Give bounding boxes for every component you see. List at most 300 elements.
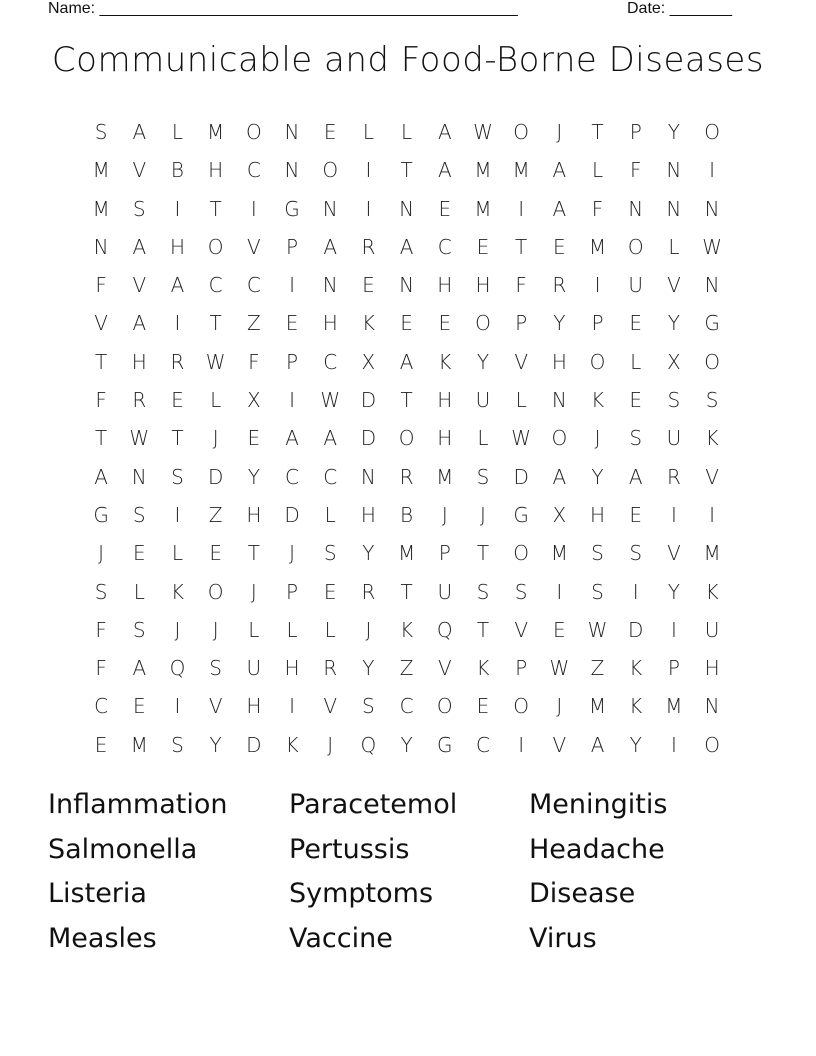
grid-letter: E <box>285 311 299 336</box>
grid-letter: C <box>399 694 414 719</box>
grid-letter: B <box>400 502 414 527</box>
grid-letter: E <box>362 273 375 298</box>
grid-letter: E <box>247 426 261 451</box>
grid-letter: O <box>513 541 530 566</box>
grid-letter: C <box>323 349 338 374</box>
grid-letter: N <box>399 273 415 298</box>
grid-letter: E <box>94 732 108 757</box>
grid-letter: A <box>285 426 299 451</box>
grid-letter: N <box>284 158 300 183</box>
grid-letter: L <box>362 120 374 144</box>
grid-letter: G <box>437 732 453 757</box>
grid-letter: V <box>667 541 681 566</box>
grid-letter: H <box>437 388 453 413</box>
grid-letter: D <box>284 502 300 527</box>
grid-letter: O <box>704 732 720 757</box>
grid-letter: K <box>705 579 719 604</box>
grid-letter: E <box>323 579 337 604</box>
grid-letter: M <box>436 464 454 489</box>
grid-letter: G <box>513 502 529 527</box>
grid-letter: K <box>438 349 452 374</box>
word-list-item: Disease <box>529 878 636 909</box>
grid-letter: R <box>132 388 147 413</box>
grid-letter: A <box>132 311 147 336</box>
grid-letter: I <box>556 579 563 604</box>
grid-letter: L <box>401 120 413 144</box>
grid-letter: O <box>704 120 720 144</box>
grid-letter: N <box>704 196 720 221</box>
grid-letter: I <box>594 273 601 298</box>
grid-letter: W <box>473 120 493 144</box>
grid-letter: T <box>400 158 413 183</box>
grid-letter: H <box>246 694 262 719</box>
grid-letter: S <box>94 120 108 144</box>
grid-letter: M <box>588 694 607 719</box>
grid-letter: J <box>212 426 219 451</box>
grid-letter: M <box>397 541 416 566</box>
grid-letter: M <box>130 732 148 757</box>
grid-letter: D <box>513 464 529 489</box>
grid-letter: J <box>250 579 257 604</box>
grid-letter: S <box>476 579 490 604</box>
grid-letter: V <box>705 464 719 489</box>
grid-letter: P <box>286 579 299 604</box>
grid-letter: J <box>174 617 181 642</box>
grid-letter: C <box>323 464 338 489</box>
grid-letter: K <box>400 617 414 642</box>
page-title: Communicable and Food-Borne Diseases <box>51 40 765 80</box>
grid-letter: Z <box>246 311 261 336</box>
grid-letter: A <box>590 732 605 757</box>
grid-letter: D <box>207 464 224 489</box>
grid-letter: O <box>475 311 491 336</box>
grid-letter: N <box>551 388 567 413</box>
grid-letter: V <box>437 656 452 681</box>
grid-letter: O <box>589 349 606 374</box>
grid-letter: E <box>209 541 222 566</box>
grid-letter: E <box>629 311 643 336</box>
grid-letter: Y <box>591 464 604 489</box>
grid-letter: Y <box>629 732 642 757</box>
grid-letter: P <box>591 311 604 336</box>
grid-letter: F <box>95 656 107 681</box>
grid-letter: S <box>591 541 604 566</box>
grid-letter: F <box>95 388 107 413</box>
name-field-label: Name: _______________________________________________ <box>48 0 518 17</box>
grid-letter: N <box>93 234 109 259</box>
grid-letter: M <box>92 196 110 221</box>
grid-letter: F <box>95 617 107 642</box>
grid-letter: I <box>174 502 181 527</box>
grid-letter: H <box>475 273 491 298</box>
grid-letter: E <box>553 234 566 259</box>
grid-letter: P <box>667 656 680 681</box>
word-list-item: Pertussis <box>289 833 410 865</box>
grid-letter: I <box>518 196 525 221</box>
grid-letter: I <box>518 732 525 757</box>
grid-letter: H <box>704 656 720 681</box>
grid-letter: Y <box>209 732 222 757</box>
grid-letter: E <box>400 311 413 336</box>
grid-letter: H <box>360 502 376 527</box>
grid-letter: O <box>436 694 453 719</box>
grid-letter: O <box>207 579 224 604</box>
grid-letter: R <box>361 234 376 259</box>
grid-letter: P <box>629 120 642 144</box>
grid-letter: A <box>399 234 414 259</box>
grid-letter: P <box>515 656 528 681</box>
grid-letter: U <box>437 579 453 604</box>
grid-letter: V <box>667 273 681 298</box>
grid-letter: N <box>322 196 338 221</box>
grid-letter: D <box>360 388 377 413</box>
grid-letter: M <box>474 158 492 183</box>
grid-letter: X <box>361 349 376 374</box>
grid-letter: K <box>629 694 643 719</box>
grid-letter: A <box>399 349 414 374</box>
grid-letter: K <box>590 388 605 413</box>
grid-letter: T <box>400 579 413 604</box>
grid-letter: S <box>667 388 681 413</box>
grid-letter: S <box>132 617 146 642</box>
grid-letter: Y <box>400 732 413 757</box>
grid-letter: Q <box>436 617 453 642</box>
grid-letter: T <box>247 541 260 566</box>
grid-letter: U <box>475 388 491 413</box>
grid-letter: S <box>476 464 490 489</box>
grid-letter: U <box>628 273 644 298</box>
grid-letter: B <box>170 158 185 183</box>
grid-letter: Y <box>362 656 375 681</box>
grid-letter: N <box>666 158 682 183</box>
grid-letter: K <box>705 426 719 451</box>
grid-letter: S <box>323 541 337 566</box>
grid-letter: T <box>591 120 604 144</box>
grid-letter: N <box>628 196 644 221</box>
grid-letter: N <box>322 273 338 298</box>
header <box>48 0 740 20</box>
grid-letter: I <box>365 158 372 183</box>
grid-letter: L <box>515 388 527 413</box>
grid-letter: M <box>512 158 530 183</box>
grid-letter: H <box>169 234 185 259</box>
grid-letter: S <box>591 579 604 604</box>
grid-letter: U <box>704 617 720 642</box>
grid-letter: X <box>667 349 681 374</box>
grid-letter: J <box>365 617 372 642</box>
grid-letter: T <box>515 234 528 259</box>
grid-letter: T <box>476 617 490 642</box>
grid-letter: Y <box>362 541 375 566</box>
grid-letter: F <box>95 273 107 298</box>
grid-letter: N <box>131 464 147 489</box>
grid-letter: R <box>399 464 414 489</box>
grid-letter: H <box>322 311 338 336</box>
grid-letter: V <box>94 311 108 336</box>
grid-letter: C <box>246 158 261 183</box>
word-list-item: Headache <box>529 833 665 865</box>
grid-letter: L <box>286 617 298 642</box>
grid-letter: P <box>286 234 299 259</box>
word-list-item: Meningitis <box>529 789 668 820</box>
grid-letter: N <box>284 120 300 144</box>
grid-letter: A <box>132 234 147 259</box>
grid-letter: I <box>174 196 181 221</box>
grid-letter: W <box>320 388 341 413</box>
grid-letter: P <box>438 541 451 566</box>
grid-letter: V <box>323 694 338 719</box>
grid-letter: A <box>437 120 452 144</box>
grid-letter: H <box>590 502 606 527</box>
grid-letter: L <box>324 502 336 527</box>
grid-letter: L <box>668 234 680 259</box>
grid-letter: I <box>289 388 295 413</box>
grid-letter: K <box>476 656 490 681</box>
grid-letter: G <box>704 311 720 336</box>
word-list-item: Symptoms <box>289 878 434 909</box>
grid-letter: M <box>703 541 721 566</box>
grid-letter: E <box>438 196 452 221</box>
grid-letter: A <box>323 234 338 259</box>
grid-letter: Y <box>553 311 566 336</box>
grid-letter: T <box>94 349 108 374</box>
grid-letter: E <box>629 502 643 527</box>
grid-letter: I <box>670 732 677 757</box>
date-field-label: Date: _______ <box>627 0 732 17</box>
grid-letter: S <box>171 464 184 489</box>
grid-letter: M <box>207 120 225 144</box>
grid-letter: A <box>323 426 338 451</box>
grid-letter: O <box>627 234 644 259</box>
grid-letter: L <box>591 158 604 183</box>
grid-letter: L <box>171 541 184 566</box>
grid-letter: W <box>549 656 570 681</box>
grid-letter: E <box>132 694 146 719</box>
grid-letter: M <box>474 196 492 221</box>
grid-letter: J <box>212 617 219 642</box>
grid-letter: M <box>665 694 683 719</box>
grid-letter: O <box>513 120 530 144</box>
grid-letter: Z <box>208 502 223 527</box>
grid-letter: R <box>170 349 185 374</box>
grid-letter: I <box>289 273 295 298</box>
grid-letter: N <box>666 196 682 221</box>
grid-letter: J <box>556 120 563 144</box>
grid-letter: E <box>438 311 452 336</box>
grid-letter: L <box>133 579 145 604</box>
grid-letter: Y <box>476 349 490 374</box>
grid-letter: L <box>324 617 336 642</box>
grid-letter: L <box>477 426 489 451</box>
grid-letter: T <box>476 541 490 566</box>
grid-letter: V <box>132 158 147 183</box>
grid-letter: L <box>630 349 642 374</box>
grid-letter: H <box>437 273 453 298</box>
grid-letter: S <box>629 426 643 451</box>
grid-letter: J <box>556 694 563 719</box>
word-list-item: Virus <box>529 922 597 954</box>
grid-letter: L <box>171 120 184 144</box>
grid-letter: W <box>702 234 722 259</box>
grid-letter: S <box>514 579 528 604</box>
word-search-grid <box>82 113 731 764</box>
grid-letter: W <box>205 349 226 374</box>
grid-letter: Q <box>169 656 186 681</box>
grid-letter: T <box>209 311 222 336</box>
grid-letter: S <box>132 502 146 527</box>
grid-letter: I <box>365 196 372 221</box>
grid-letter: S <box>94 579 108 604</box>
grid-letter: H <box>208 158 224 183</box>
grid-letter: P <box>286 349 299 374</box>
grid-letter: E <box>553 617 566 642</box>
grid-letter: I <box>632 579 639 604</box>
grid-letter: S <box>629 541 643 566</box>
grid-letter: M <box>588 234 607 259</box>
grid-letter: A <box>170 273 185 298</box>
grid-letter: I <box>709 158 716 183</box>
grid-letter: H <box>437 426 453 451</box>
grid-letter: V <box>132 273 147 298</box>
grid-letter: R <box>323 656 338 681</box>
grid-letter: O <box>513 694 530 719</box>
grid-letter: R <box>361 579 376 604</box>
grid-letter: Q <box>360 732 377 757</box>
word-list-item: Paracetemol <box>289 789 458 820</box>
grid-letter: A <box>132 656 147 681</box>
grid-letter: T <box>400 388 413 413</box>
grid-letter: R <box>552 273 567 298</box>
grid-letter: N <box>360 464 376 489</box>
grid-letter: H <box>284 656 300 681</box>
grid-letter: A <box>552 158 567 183</box>
grid-letter: J <box>441 502 448 527</box>
grid-letter: I <box>174 311 181 336</box>
grid-letter: S <box>209 656 222 681</box>
grid-letter: S <box>705 388 719 413</box>
grid-letter: V <box>552 732 567 757</box>
grid-letter: W <box>511 426 532 451</box>
grid-letter: O <box>551 426 568 451</box>
grid-letter: M <box>92 158 110 183</box>
grid-letter: N <box>704 694 720 719</box>
grid-letter: K <box>629 656 643 681</box>
word-list-item: Salmonella <box>48 833 198 865</box>
grid-letter: O <box>704 349 720 374</box>
grid-letter: F <box>629 158 642 183</box>
grid-letter: F <box>515 273 527 298</box>
grid-letter: K <box>170 579 185 604</box>
grid-letter: H <box>131 349 147 374</box>
grid-letter: T <box>94 426 108 451</box>
grid-letter: N <box>399 196 415 221</box>
grid-letter: D <box>246 732 262 757</box>
grid-letter: C <box>208 273 223 298</box>
grid-letter: S <box>132 196 146 221</box>
grid-letter: U <box>666 426 682 451</box>
grid-letter: P <box>515 311 528 336</box>
grid-letter: V <box>208 694 223 719</box>
word-list-item: Inflammation <box>48 789 228 820</box>
grid-letter: I <box>709 502 716 527</box>
grid-letter: L <box>248 617 260 642</box>
grid-letter: E <box>476 694 490 719</box>
grid-letter: V <box>514 617 528 642</box>
grid-letter: D <box>628 617 644 642</box>
grid-letter: J <box>327 732 334 757</box>
grid-letter: H <box>551 349 567 374</box>
grid-letter: C <box>437 234 452 259</box>
grid-letter: R <box>666 464 681 489</box>
grid-letter: U <box>246 656 262 681</box>
grid-letter: I <box>289 694 295 719</box>
grid-letter: Y <box>667 311 681 336</box>
grid-letter: K <box>361 311 375 336</box>
grid-letter: E <box>323 120 337 144</box>
word-list-item: Measles <box>48 922 157 954</box>
grid-letter: I <box>670 502 677 527</box>
grid-letter: L <box>210 388 222 413</box>
grid-letter: V <box>247 234 261 259</box>
grid-letter: X <box>246 388 261 413</box>
grid-letter: E <box>629 388 643 413</box>
grid-letter: N <box>704 273 720 298</box>
grid-letter: A <box>94 464 108 489</box>
grid-letter: T <box>171 426 184 451</box>
grid-letter: X <box>552 502 567 527</box>
grid-letter: E <box>132 541 146 566</box>
word-list <box>48 783 729 961</box>
grid-letter: Z <box>590 656 605 681</box>
grid-letter: W <box>587 617 608 642</box>
grid-letter: J <box>594 426 601 451</box>
grid-letter: Y <box>667 579 681 604</box>
grid-letter: S <box>171 732 184 757</box>
grid-letter: O <box>207 234 224 259</box>
grid-letter: I <box>670 617 677 642</box>
grid-letter: M <box>550 541 568 566</box>
grid-letter: C <box>246 273 261 298</box>
grid-letter: Z <box>399 656 414 681</box>
word-list-item: Listeria <box>48 878 147 909</box>
grid-letter: C <box>285 464 300 489</box>
grid-letter: J <box>289 541 295 566</box>
grid-letter: T <box>209 196 222 221</box>
grid-letter: A <box>437 158 452 183</box>
grid-letter: F <box>591 196 604 221</box>
grid-letter: D <box>360 426 377 451</box>
grid-letter: F <box>248 349 260 374</box>
grid-letter: J <box>98 541 105 566</box>
grid-letter: W <box>129 426 150 451</box>
grid-letter: C <box>475 732 490 757</box>
grid-letter: A <box>628 464 643 489</box>
grid-letter: O <box>398 426 415 451</box>
grid-letter: A <box>132 120 147 144</box>
grid-letter: G <box>284 196 300 221</box>
grid-letter: I <box>250 196 257 221</box>
grid-letter: I <box>174 694 181 719</box>
grid-letter: A <box>552 196 567 221</box>
word-list-item: Vaccine <box>289 922 393 954</box>
grid-letter: A <box>552 464 567 489</box>
grid-letter: H <box>246 502 262 527</box>
grid-letter: V <box>514 349 528 374</box>
grid-letter: E <box>476 234 490 259</box>
grid-letter: Y <box>247 464 260 489</box>
grid-letter: K <box>285 732 299 757</box>
grid-letter: O <box>322 158 339 183</box>
